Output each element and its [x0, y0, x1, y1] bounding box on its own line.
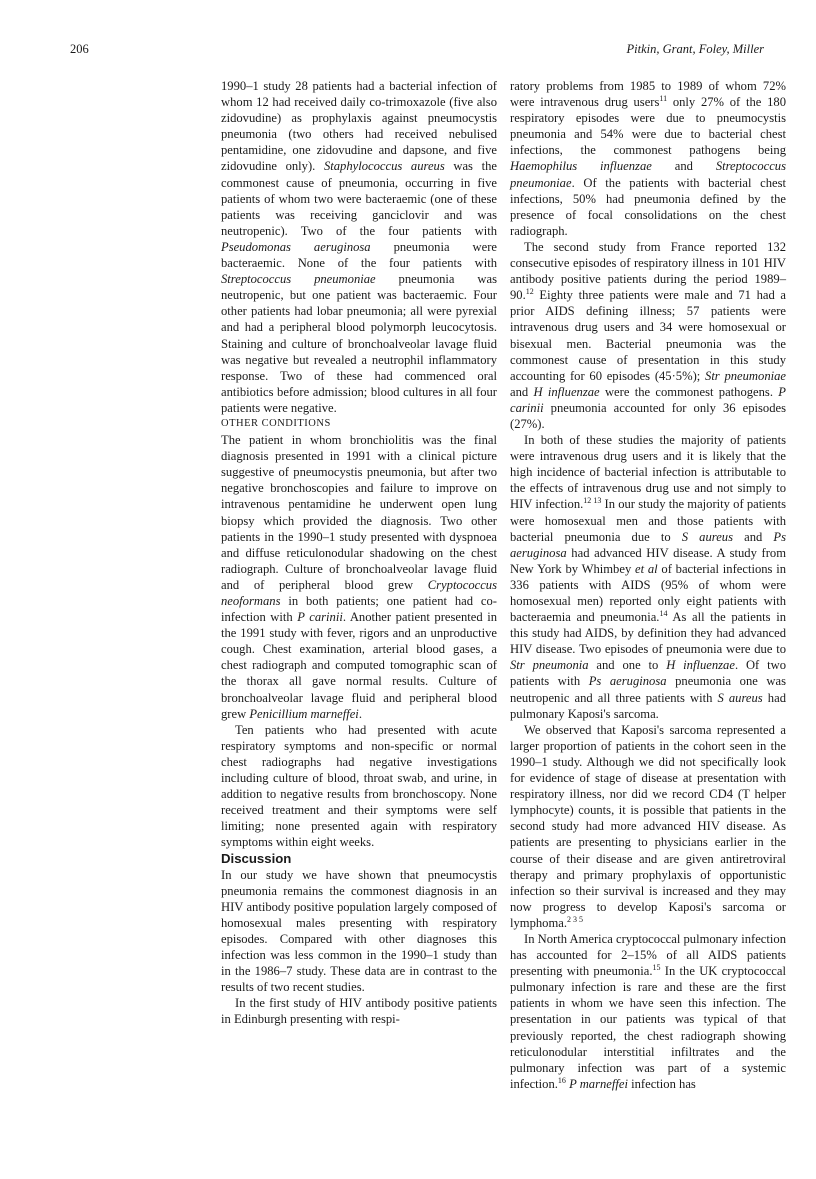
italic-term: S aureus [681, 529, 733, 544]
italic-term: Haemophilus influenzae [510, 159, 652, 174]
running-head-authors: Pitkin, Grant, Foley, Miller [626, 42, 764, 56]
italic-term: Str pneumonia [510, 658, 589, 673]
italic-term: Penicillium marneffei [249, 706, 359, 721]
paragraph-edinburgh-continued: ratory problems from 1985 to 1989 of whom 72% were intravenous drug users$^{11}$ only 27% of the 180 respiratory episodes were due to pneumocystis pneumonia and 54% were due to bacterial chest infections, the commonest pathogens being Haemophilus influenzae and Streptococcus pneumoniae. Of the patients with bacterial chest infections, 50% had pneumonia defined by the presence of focal consolidations on the chest radiograph. [510, 79, 786, 238]
citation-superscript: 11 [659, 93, 668, 103]
italic-term: Staphylococcus aureus [323, 159, 445, 174]
page-number: 206 [70, 42, 89, 56]
citation-superscript: 12 [525, 287, 534, 297]
italic-term: Ps aeruginosa [510, 529, 786, 560]
left-column [221, 78, 497, 1028]
paragraph-discussion: In our study we have shown that pneumocystis pneumonia remains the commonest diagnosis in an HIV antibody positive population largely composed of homosexual males presenting with respiratory episodes. Compared with other diagnoses this infection was less common in the 1990–1 study than in the 1986–7 study. These data are in contrast to the results of two recent studies. [221, 867, 497, 995]
citation-superscript: 14 [659, 608, 668, 618]
italic-term: P carinii [297, 610, 343, 625]
paragraph-north-america: In North America cryptococcal pulmonary infection has accounted for 2–15% of all AIDS patients presenting with pneumonia.$^{15}$ In the UK cryptococcal pulmonary infection is rare and these are the first patients in whom we have seen this infection. The presentation in our patients was typical of that previously reported, the chest radiograph showing reticulonodular interstitial infiltrates and the pulmonary infection was part of a systemic infection.$^{16}$ P marneffei infection has [510, 931, 786, 1091]
paragraph-kaposi: We observed that Kaposi's sarcoma represented a larger proportion of patients in the cohort seen in the 1990–1 study. Although we did not specifically look for evidence of stage of disease at presentation with respiratory illness, nor did we record CD4 (T helper lymphocyte) counts, it is possible that patients in the second study had more advanced HIV disease. As patients are presenting to physicians earlier in the course of their disease and are given antiretroviral therapy and primary prophylaxis of opportunistic infection so their survival is increased and they may now progress to develop Kaposi's sarcoma or lymphoma.$^{2 3 5}$ [510, 722, 786, 930]
paragraph-first-study: In the first study of HIV antibody positive patients in Edinburgh presenting with respi- [221, 996, 497, 1027]
italic-term: Cryptococcus neoformans [221, 577, 497, 608]
section-heading-discussion: Discussion [221, 850, 292, 866]
italic-term: Pseudomonas aeruginosa [221, 239, 371, 254]
paragraph-france-study: The second study from France reported 132 consecutive episodes of respiratory illness in 101 HIV antibody positive patients during the period 1989–90.12 Eighty three patients were male and 71 had a prior AIDS defining illness; 57 patients were intravenous drug users and 34 were homosexual or bisexual men. Bacterial pneumonia was the commonest cause of presentation in this study accounting for 60 episodes (45·5%); Str pneumoniae and H influenzae were the commonest pathogens. P carinii pneumonia accounted for only 36 episodes (27%). [510, 239, 786, 431]
paragraph-other-conditions: The patient in whom bronchiolitis was the final diagnosis presented in 1991 with a clinical picture suggestive of pneumocystis pneumonia, but after two negative bronchoscopies and failure to improve on intravenous pentamidine he underwent open lung biopsy which provided the diagnosis. Two other patients in the 1990–1 study presented with dyspnoea and diffuse reticulonodular shadowing on the chest radiograph. Culture of bronchoalveolar lavage fluid and of peripheral blood grew Cryptococcus neoformans in both patients; one patient had co-infection with P carinii. Another patient presented in the 1991 study with fever, rigors and an unproductive cough. Chest examination, arterial blood gases, a chest radiograph and computed tomographic scan of the thorax all gave normal results. Culture of bronchoalveolar lavage fluid and peripheral blood grew Penicillium marneffei. [221, 433, 498, 721]
italic-term: Streptococcus pneumoniae [221, 272, 376, 287]
section-heading-other-conditions: OTHER CONDITIONS [221, 417, 331, 429]
italic-term: Streptococcus pneumoniae [510, 159, 786, 190]
italic-term: H influenzae [533, 384, 600, 399]
paragraph-both-studies: In both of these studies the majority of patients were intravenous drug users and it is likely that the high incidence of bacterial infection is attributable to the effects of intravenous drug use and not simply to HIV infection.$^{12 13}$ In our study the majority of patients were homosexual men and those patients with bacterial pneumonia due to S aureus and Ps aeruginosa had advanced HIV disease. A study from New York by Whimbey et al of bacterial infections in 336 patients with AIDS (95% of whom were homosexual men) reported only eight patients with bacteraemia and pneumonia.$^{14}$ As all the patients in this study had AIDS, by definition they had advanced HIV disease. Two episodes of pneumonia were due to Str pneumonia and one to H influenzae. Of two patients with Ps aeruginosa pneumonia one was neutropenic and all three patients with S aureus had pulmonary Kaposi's sarcoma. [510, 433, 787, 721]
italic-term: H influenzae [666, 658, 735, 673]
right-column [510, 78, 786, 1092]
citation-superscript: 12 13 [583, 496, 602, 506]
italic-term: et al [635, 561, 658, 576]
italic-term: Ps aeruginosa [588, 674, 667, 689]
italic-term: S aureus [717, 690, 763, 705]
citation-superscript: 2 3 5 [567, 914, 584, 924]
citation-superscript: 15 [652, 962, 661, 972]
italic-term: Str pneumoniae [705, 368, 786, 383]
paragraph-ten-patients: Ten patients who had presented with acute respiratory symptoms and non-specific or normal chest radiographs had negative investigations including culture of blood, throat swab, and urine, in addition to negative results from bronchoscopy. None received treatment and their symptoms were self limiting; none presented again with respiratory symptoms within eight weeks. [221, 722, 497, 850]
paragraph-bacterial-infection: 1990–1 study 28 patients had a bacterial infection of whom 12 had received daily co-trimoxazole (five also zidovudine) as prophylaxis against pneumocystis pneumonia (two others had received nebulised pentamidine, one zidovudine and dapsone, and five zidovudine only). Staphylococcus aureus was the commonest cause of pneumonia, occurring in five patients of whom two were bacteraemic (one of these patients was receiving ganciclovir and was neutropenic). Two of the four patients with Pseudomonas aeruginosa pneumonia were bacteraemic. None of the four patients with Streptococcus pneumoniae pneumonia was neutropenic, but one patient was bacteraemic. Four other patients had lobar pneumonia; all were pyrexial and had a peripheral blood polymorph leucocytosis. Staining and culture of bronchoalveolar lavage fluid was negative but revealed a neutrophil inflammatory response. Two of these had commenced oral antibiotics before admission; blood cultures in all four patients were negative. [221, 79, 497, 415]
italic-term: P marneffei [569, 1076, 628, 1091]
citation-superscript: 16 [557, 1075, 566, 1085]
italic-term: P carinii [510, 384, 786, 415]
